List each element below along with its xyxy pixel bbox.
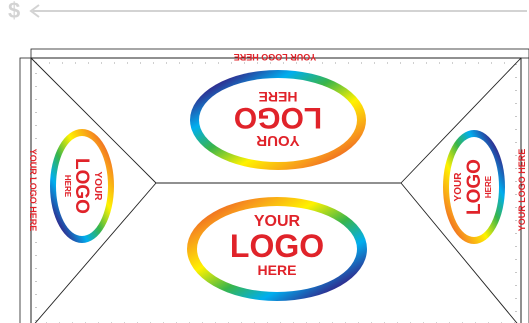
logo-panel-top bbox=[190, 70, 366, 170]
logo-panel-bottom bbox=[187, 197, 367, 301]
edge-label-left: YOUR LOGO HERE bbox=[28, 148, 38, 232]
svg-text:HERE: HERE bbox=[484, 175, 493, 199]
edge-label-top: YOUR LOGO HERE bbox=[233, 52, 317, 62]
svg-text:HERE: HERE bbox=[63, 174, 72, 198]
svg-text:LOGO: LOGO bbox=[229, 228, 325, 264]
svg-text:YOUR: YOUR bbox=[253, 213, 301, 230]
logo-panel-left bbox=[50, 129, 114, 243]
edge-label-right: YOUR LOGO HERE bbox=[517, 148, 527, 232]
logo-panel-right bbox=[443, 130, 505, 244]
svg-text:YOUR: YOUR bbox=[453, 172, 464, 202]
svg-text:HERE: HERE bbox=[258, 89, 298, 105]
svg-text:LOGO: LOGO bbox=[464, 159, 485, 215]
svg-text:LOGO: LOGO bbox=[233, 101, 323, 134]
svg-text:YOUR: YOUR bbox=[92, 171, 103, 201]
currency-symbol[interactable]: $ bbox=[8, 0, 21, 23]
svg-text:HERE: HERE bbox=[257, 262, 297, 278]
svg-text:YOUR: YOUR bbox=[256, 132, 300, 149]
svg-text:LOGO: LOGO bbox=[71, 158, 92, 214]
